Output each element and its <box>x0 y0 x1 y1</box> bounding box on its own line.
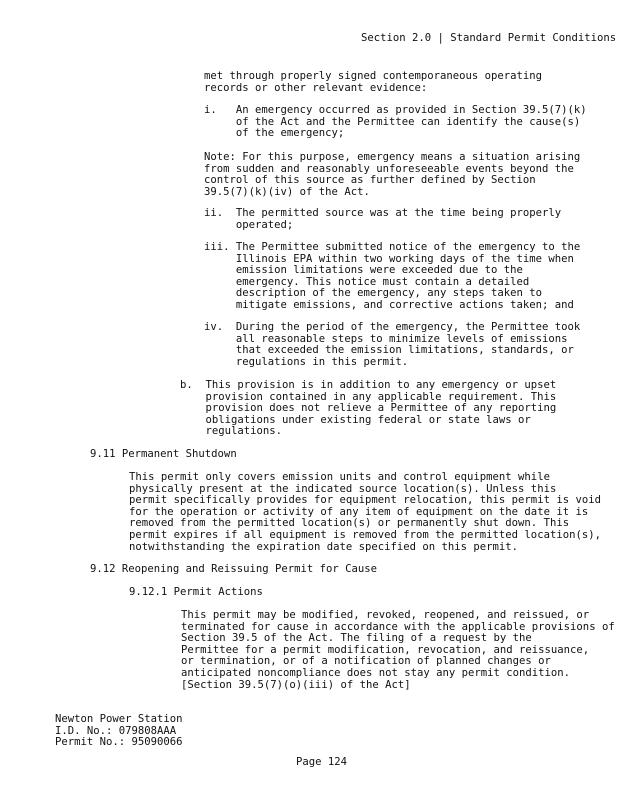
text-block-item-iii <box>204 242 580 312</box>
text-line: from sudden and reasonably unforeseeable events beyond the <box>204 162 574 175</box>
text-line: of the emergency; <box>204 127 345 140</box>
text-line: all reasonable steps to minimize levels of emissions <box>204 332 568 345</box>
text-line: b. This provision is in addition to any emergency or upset <box>180 379 557 391</box>
text-line: Permittee for a permit modification, revocation, and reissuance, <box>181 643 590 656</box>
text-line: 9.12.1 Permit Actions <box>129 586 263 598</box>
text-block-item-iv <box>204 322 580 368</box>
text-line: permit specifically provides for equipment relocation, this permit is void <box>129 494 601 507</box>
text-line: that exceeded the emission limitations, standards, or <box>204 344 574 357</box>
text-line: emission limitations were exceeded due to the <box>204 264 523 277</box>
footer <box>55 714 183 749</box>
text-line: 9.11 Permanent Shutdown <box>90 448 237 460</box>
text-line: Note: For this purpose, emergency means a situation arising <box>204 151 581 163</box>
text-line: physically present at the indicated source location(s). Unless this <box>129 482 557 495</box>
text-line: provision does not relieve a Permittee of any reporting <box>180 402 557 415</box>
text-line: description of the emergency, any steps taken to <box>204 287 543 300</box>
text-block-sec-9121-head <box>129 587 263 599</box>
footer-facility: Newton Power Station <box>55 713 183 725</box>
footer-permit-no: Permit No.: 95090066 <box>55 736 183 749</box>
text-block-item-b <box>180 380 556 438</box>
text-line: permit expires if all equipment is removed from the permitted location(s), <box>129 528 601 541</box>
text-line: mitigate emissions, and corrective actions taken; and <box>204 298 574 311</box>
text-block-sec-9121-body <box>181 610 615 691</box>
text-line: met through properly signed contemporaneous operating <box>204 70 543 82</box>
text-block-sec-911-head <box>90 449 237 461</box>
text-block-intro <box>204 71 542 94</box>
text-line: i. An emergency occurred as provided in Section 39.5(7)(k) <box>204 104 587 116</box>
page-number <box>296 757 347 769</box>
header-text: Section 2.0 | Standard Permit Conditions <box>361 32 617 44</box>
footer-id-no: I.D. No.: 079808AAA <box>55 724 177 737</box>
text-line: iv. During the period of the emergency, the Permittee took <box>204 321 581 333</box>
text-line: for the operation or activity of any item of equipment on the date it is <box>129 505 589 518</box>
text-line: This permit only covers emission units and control equipment while <box>129 471 550 483</box>
text-line: 39.5(7)(k)(iv) of the Act. <box>204 185 370 198</box>
text-line: regulations. <box>180 425 283 438</box>
text-line: terminated for cause in accordance with the applicable provisions of <box>181 620 615 633</box>
text-line: regulations in this permit. <box>204 355 409 368</box>
text-line: ii. The permitted source was at the time being properly <box>204 207 562 219</box>
text-line: [Section 39.5(7)(o)(iii) of the Act] <box>181 678 411 691</box>
text-line: iii. The Permittee submitted notice of the emergency to the <box>204 241 581 253</box>
text-line: notwithstanding the expiration date specified on this permit. <box>129 540 519 553</box>
text-block-item-ii <box>204 208 561 231</box>
text-line: obligations under existing federal or state laws or <box>180 413 531 426</box>
text-line: anticipated noncompliance does not stay any permit condition. <box>181 666 571 679</box>
text-block-note <box>204 152 580 198</box>
text-line: operated; <box>204 218 294 231</box>
text-block-item-i <box>204 105 587 140</box>
text-line: removed from the permitted location(s) or permanently shut down. This <box>129 517 570 530</box>
text-line: emergency. This notice must contain a detailed <box>204 275 530 288</box>
text-line: Illinois EPA within two working days of the time when <box>204 252 574 265</box>
page-header <box>361 33 616 45</box>
text-line: records or other relevant evidence: <box>204 81 428 94</box>
text-line: or termination, or of a notification of planned changes or <box>181 655 551 668</box>
text-block-sec-911-body <box>129 472 601 553</box>
text-line: 9.12 Reopening and Reissuing Permit for Cause <box>90 563 378 575</box>
text-block-sec-912-head <box>90 564 377 576</box>
text-line: This permit may be modified, revoked, reopened, and reissued, or <box>181 609 590 621</box>
text-line: provision contained in any applicable requirement. This <box>180 390 557 403</box>
text-line: control of this source as further defined by Section <box>204 174 536 187</box>
page-number-label: Page 124 <box>296 756 348 768</box>
text-line: Section 39.5 of the Act. The filing of a request by the <box>181 632 532 645</box>
text-line: of the Act and the Permittee can identify the cause(s) <box>204 115 581 128</box>
